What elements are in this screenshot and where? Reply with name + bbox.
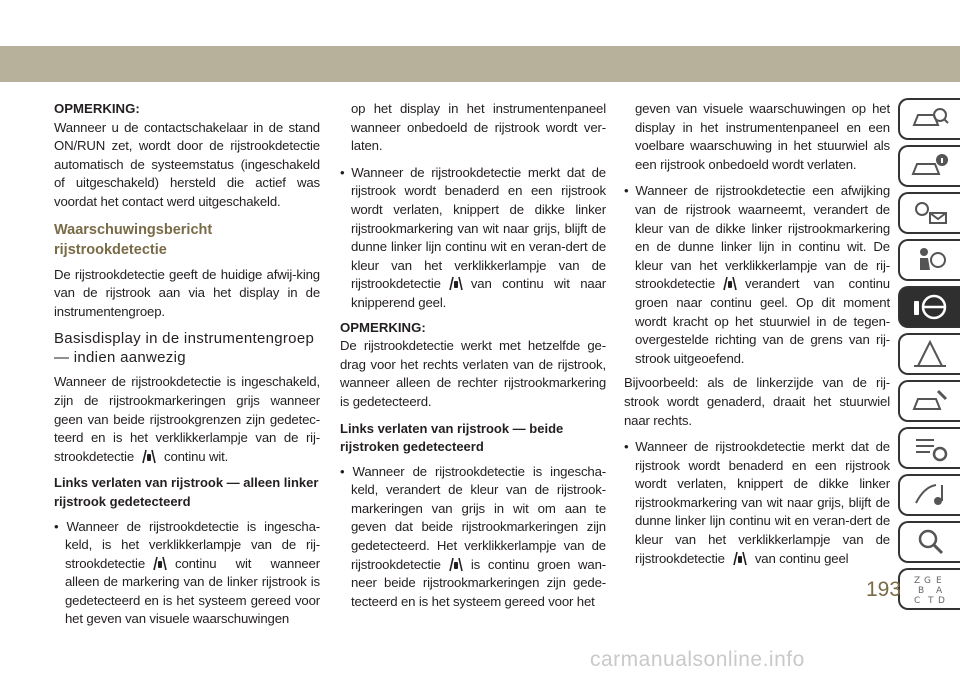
tab-list-gear[interactable]: [898, 427, 960, 469]
svg-text:E: E: [936, 576, 942, 586]
tab-multimedia[interactable]: [898, 474, 960, 516]
page-number: 193: [866, 578, 902, 601]
warning-lights-icon: [910, 197, 950, 229]
paragraph: Bijvoorbeeld: als de linkerzijde van de rij-strook wordt genaderd, draait het stuurwiel naar rechts.: [624, 375, 890, 428]
header-band: [0, 0, 960, 86]
svg-text:G: G: [924, 576, 931, 586]
paragraph: geven van visuele waarschuwingen op het display in het instrumentenpaneel en een voelbare waarschuwing in het stuurwiel als een rijstrook onbedoeld wordt verlaten.: [635, 101, 890, 172]
svg-text:T: T: [928, 596, 934, 605]
index-letters-icon: [910, 573, 950, 605]
subsection-heading: Links verlaten van rijstrook — alleen linker rijstrook gedetecteerd: [54, 475, 319, 509]
tab-steering-wheel[interactable]: [898, 286, 960, 328]
tab-road-warning[interactable]: [898, 333, 960, 375]
tab-search[interactable]: [898, 521, 960, 563]
column-3: [624, 100, 890, 574]
header-color-band: [0, 46, 960, 82]
search-icon: [910, 526, 950, 558]
road-warning-icon: [910, 338, 950, 370]
note-title: OPMERKING:: [54, 101, 140, 116]
lane-departure-icon: [140, 448, 158, 464]
multimedia-icon: [910, 479, 950, 511]
column-1: [54, 100, 320, 635]
watermark: carmanualsonline.info: [590, 648, 805, 671]
tab-car-info[interactable]: [898, 145, 960, 187]
subsection-heading: Basisdisplay in de instrumentengroep — indien aanwezig: [54, 330, 315, 367]
car-info-icon: [910, 150, 950, 182]
tab-car-wrench[interactable]: [898, 380, 960, 422]
list-gear-icon: [910, 432, 950, 464]
airbag-seat-icon: [910, 244, 950, 276]
lane-departure-icon: [721, 275, 739, 291]
note-text: De rijstrookdetectie werkt met hetzelfde ge-drag voor het rechts verlaten van de rijstrook, wanneer alleen de rechter rijstrookmarkering is gedetecteerd.: [340, 338, 606, 409]
tab-index[interactable]: [898, 568, 960, 610]
column-2: [340, 100, 606, 617]
note-title: OPMERKING:: [340, 319, 426, 335]
bullet-item: • Wanneer de rijstrookdetectie merkt dat de rijstrook wordt benaderd en een rijstrook wordt verlaten, knippert de dikke linker rijstrookmarkering van wit naar grijs, blijft de dunne linker lijn continu wit en veran-dert de kleur van het verklikkerlampje van de rijstrookdetectie van continu wit naar knipperend geel.: [340, 164, 606, 310]
bullet-item: • Wanneer de rijstrookdetectie is ingescha-keld, verandert de kleur van de rijstrook-markeringen van grijs in wit om aan te geven dat beide rijstrookmarkeringen zijn gedetecteerd. Het verklikkerlampje van de rijstrookdetectie is continu groen wan-neer beide rijstrookmarkeringen zijn gede-tecteerd en is het systeem gereed voor het: [340, 463, 606, 609]
note-text: Wanneer u de contactschakelaar in de stand ON/RUN zet, wordt door de rijstrookdetectie automatisch de systeemstatus (ingeschakeld of uitgeschakeld) hersteld die actief was voordat het contact werd uitgeschakeld.: [54, 119, 320, 209]
svg-text:A: A: [936, 586, 943, 596]
tab-car-search[interactable]: [898, 98, 960, 140]
tab-warning-lights[interactable]: [898, 192, 960, 234]
car-wrench-icon: [910, 385, 950, 417]
bullet-item: • Wanneer de rijstrookdetectie een afwijking van de rijstrook waarneemt, verandert de kleur van de dikke linker rijstrookmarkering en de dunne linker lijn in continu wit. De kleur van het verklikkerlampje van de rij-strookdetectie verandert van continu groen naar continu geel. Op dit moment wordt kracht op het stuurwiel in de tegen-overgestelde richting van de grens van rij-strook uitgeoefend.: [624, 183, 890, 366]
lane-departure-icon: [731, 550, 749, 566]
lane-departure-icon: [447, 556, 465, 572]
subsection-heading: Links verlaten van rijstrook — beide rijstroken gedetecteerd: [340, 420, 564, 455]
paragraph: op het display in het instrumentenpaneel wanneer onbedoeld de rijstrook wordt ver-laten.: [351, 101, 606, 154]
svg-text:C: C: [914, 596, 921, 605]
lane-departure-icon: [151, 555, 169, 571]
paragraph: De rijstrookdetectie geeft de huidige afwij-king van de rijstrook aan via het display in de instrumentengroep.: [54, 266, 320, 319]
section-heading: Waarschuwingsbericht rijstrookdetectie: [54, 221, 213, 258]
bullet-item: • Wanneer de rijstrookdetectie merkt dat de rijstrook wordt benaderd en een rijstrook wordt verlaten, knippert de dikke linker rijstrookmarkering van wit naar grijs, blijft de dunne linker lijn continu wit en veran-dert de kleur van het verklikkerlampje van de rijstrookdetectie van continu geel: [624, 439, 890, 566]
side-tabs: [898, 98, 960, 615]
bullet-item: • Wanneer de rijstrookdetectie is ingescha-keld, is het verklikkerlampje van de rij-strookdetectie continu wit wanneer alleen de markering van de linker rijstrook is gedetecteerd en is het systeem gereed voor het geven van visuele waarschuwingen: [54, 518, 320, 627]
svg-text:D: D: [938, 596, 945, 605]
lane-departure-icon: [447, 275, 465, 291]
steering-wheel-icon: [910, 291, 950, 323]
paragraph: Wanneer de rijstrookdetectie is ingeschakeld, zijn de rijstrookmarkeringen grijs wanneer geen van beide rijstrookgrenzen zijn gedetec-teerd en is het verklikkerlampje van de rij-strookdetectie continu wit.: [54, 374, 320, 464]
svg-text:Z: Z: [914, 576, 921, 586]
svg-text:B: B: [918, 586, 925, 596]
car-search-icon: [910, 103, 950, 135]
tab-airbag-seat[interactable]: [898, 239, 960, 281]
